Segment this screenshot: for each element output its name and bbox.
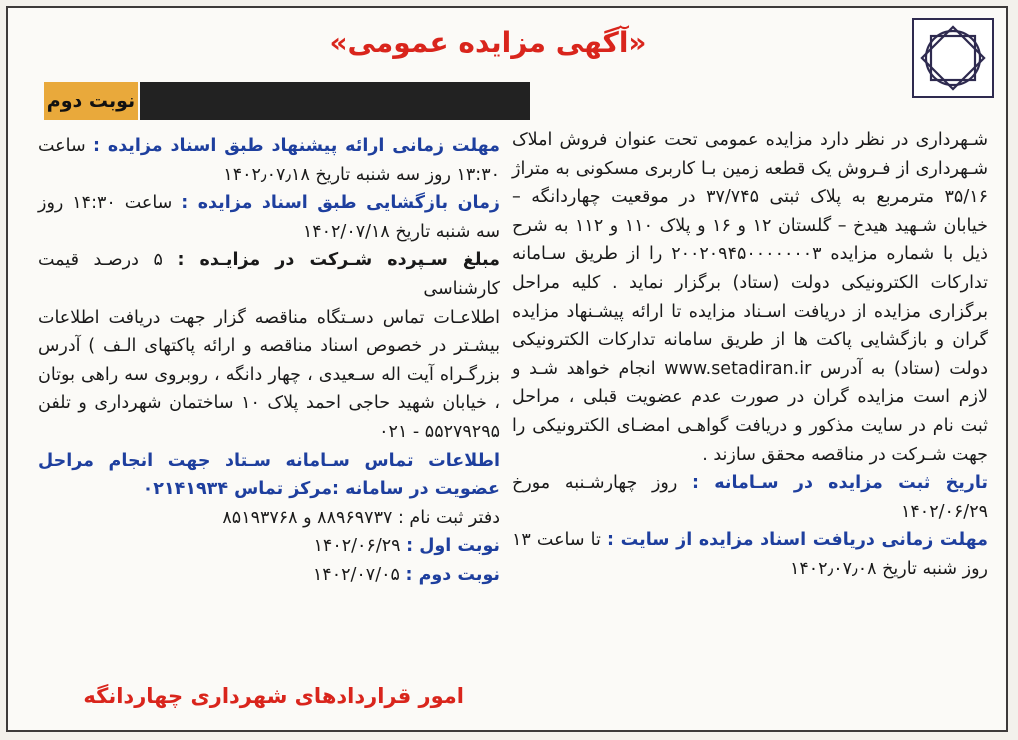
first-round [38, 532, 500, 561]
second-round-label: نوبت دوم : [405, 564, 500, 585]
second-round [38, 561, 500, 590]
municipality-logo [912, 18, 994, 98]
offer-deadline [38, 132, 500, 189]
logo-emblem-icon [917, 23, 989, 93]
first-round-label: نوبت اول : [406, 536, 500, 557]
opening-time [38, 189, 500, 246]
offer-deadline-label: مهلت زمانی ارائه پیشنهاد طبق اسناد مزایده : [92, 136, 500, 156]
registration-date [512, 469, 988, 526]
round-badge: نوبت دوم [44, 82, 138, 120]
second-round-date: ۱۴۰۲/۰۷/۰۵ [312, 564, 400, 585]
registration-office: دفتر ثبت نام : ۸۸۹۶۹۷۳۷ و ۸۵۱۹۳۷۶۸ [222, 507, 500, 528]
notice-page [6, 6, 1008, 732]
opening-time-label: زمان بازگشایی طبق اسناد مزایده : [181, 193, 500, 214]
registration-date-value: روز چهارشـنبه مورخ ۱۴۰۲/۰۶/۲۹ [512, 473, 988, 522]
notice-title: «آگهی مزایده عمومی» [329, 26, 647, 59]
deposit-label: مبلغ سـپرده شـرکت در مزایـده : [177, 250, 500, 271]
setad-contact: اطلاعات تماس سـامانه سـتاد جهت انجام مراحل عضویت در سامانه :مرکز تماس ۰۲۱۴۱۹۳۴ [38, 450, 500, 500]
first-round-date: ۱۴۰۲/۰۶/۲۹ [313, 536, 401, 557]
contact-info: اطلاعـات تماس دسـتگاه مناقصه گزار جهت دریافت اطلاعات بیشـتر در خصوص اسناد مناقصه و ارائه پاکتهای الـف ) آدرس بزرگـراه آیت اله سـعیدی ، چهار دانگه ، روبروی سه راهی بوتان ، خیابان شهید حاجی احمد پلاک ۱۰ ساختمان شهرداری و تلفن ۵۵۲۷۹۲۹۵ - ۰۲۱ [38, 307, 500, 442]
document-deadline [512, 526, 988, 583]
footer-signature: امور قراردادهای شهرداری چهاردانگه [83, 684, 464, 708]
right-column [512, 126, 988, 584]
header-bar [140, 82, 530, 120]
document-deadline-label: مهلت زمانی دریافت اسناد مزایده از سایت : [606, 530, 988, 551]
registration-date-label: تاریخ ثبت مزایده در سـامانه : [692, 473, 988, 494]
deposit-value: ۵ درصـد قیمت کارشناسی [38, 250, 500, 299]
document-deadline-value: تا ساعت ۱۳ روز شنبه تاریخ ۱۴۰۲٫۰۷٫۰۸ [512, 530, 988, 579]
notice-body: شـهرداری در نظر دارد مزایده عمومی تحت عنوان فروش املاک شـهرداری از فـروش یک قطعه زمین بـا کاربری مسکونی به متراژ ۳۵/۱۶ مترمربع به پلاک ثبتی ۳۷/۷۴۵ در موقعیت چهاردانگه – خیابان شـهید هیدخ – گلستان ۱۲ و ۱۶ و پلاک ۱۱۰ و ۱۱۲ به شرح ذیل با شماره مزایده ۲۰۰۲۰۹۴۵۰۰۰۰۰۰۰۳ را از طریق سـامانه تدارکات الکترونیکی دولت (ستاد) برگزار نماید . کلیه مراحل برگزاری مزایده از دریافت اسـناد مزایده تا ارائه پیشـنهاد مزایده گران و بازگشایی پاکت ها از طریق سامانه تدارکات الکترونیکی دولت (ستاد) به آدرس www.setadiran.ir انجام خواهد شـد و لازم است مزایده گران در صورت عدم عضویت قبلی ، مراحل ثبت نام در سایت مذکور و دریافت گواهـی امضـای الکترونیکی را جهت شـرکت در مناقصه محقق سازند . [512, 130, 989, 465]
offer-deadline-value: ساعت ۱۳:۳۰ روز سه شنبه تاریخ ۱۴۰۲٫۰۷٫۱۸ [38, 136, 500, 185]
opening-time-value: ساعت ۱۴:۳۰ روز سه شنبه تاریخ ۱۴۰۲/۰۷/۱۸ [38, 193, 500, 242]
left-column [38, 132, 500, 590]
deposit [38, 246, 500, 303]
